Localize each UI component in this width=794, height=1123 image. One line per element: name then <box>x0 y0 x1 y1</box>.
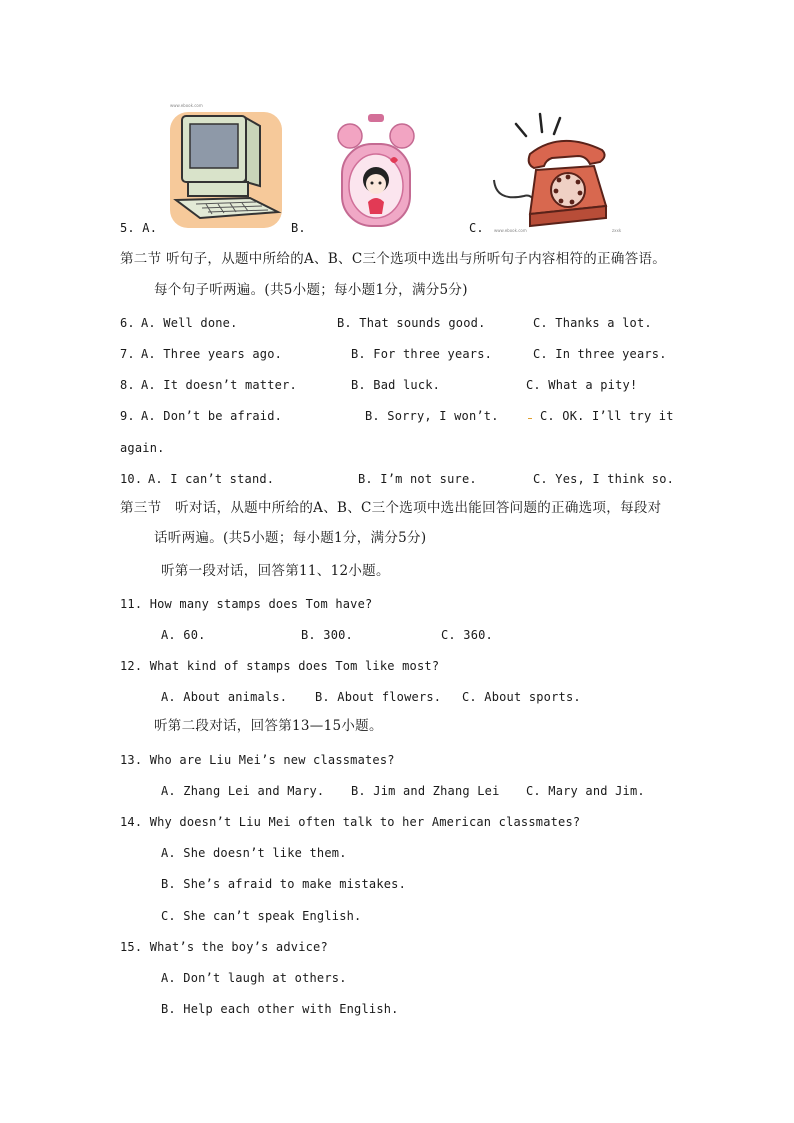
image-watermark: www.ebook.com <box>170 103 203 108</box>
image-watermark: www.ebook.com <box>494 228 527 233</box>
q10-num: 10. <box>120 472 143 486</box>
q11-option-c: C. 360. <box>441 628 493 642</box>
telephone-icon <box>490 110 614 234</box>
q9-option-a: A. Don’t be afraid. <box>141 409 283 423</box>
section3-note: 话听两遍。(共5小题；每小题1分，满分5分) <box>154 530 427 546</box>
q7-num: 7. <box>120 347 135 361</box>
q7-option-c: C. In three years. <box>533 347 667 361</box>
q6-num: 6. <box>120 316 135 330</box>
q14-option-b: B. She’s afraid to make mistakes. <box>161 877 407 891</box>
q13-option-a: A. Zhang Lei and Mary. <box>161 784 325 798</box>
image-watermark: zxxk <box>612 228 622 233</box>
q13-option-c: C. Mary and Jim. <box>526 784 645 798</box>
stray-mark <box>528 415 532 419</box>
q14-option-a: A. She doesn’t like them. <box>161 846 347 860</box>
q8-num: 8. <box>120 378 135 392</box>
dialog2-heading: 听第二段对话，回答第13—15小题。 <box>154 718 383 734</box>
q12-option-c: C. About sports. <box>462 690 581 704</box>
q13-question: 13. Who are Liu Mei’s new classmates? <box>120 753 395 767</box>
q10-option-a: A. I can’t stand. <box>148 472 275 486</box>
q5-option-b: B. <box>291 221 306 235</box>
q12-option-b: B. About flowers. <box>315 690 442 704</box>
q10-option-b: B. I’m not sure. <box>358 472 477 486</box>
section2-title: 第二节 听句子，从题中所给的A、B、C三个选项中选出与所听句子内容相符的正确答语。 <box>120 251 667 267</box>
q9-num: 9. <box>120 409 135 423</box>
q8-option-a: A. It doesn’t matter. <box>141 378 297 392</box>
q6-option-b: B. That sounds good. <box>337 316 486 330</box>
q11-question: 11. How many stamps does Tom have? <box>120 597 373 611</box>
q11-option-b: B. 300. <box>301 628 353 642</box>
q5-option-c: C. <box>469 221 484 235</box>
q15-question: 15. What’s the boy’s advice? <box>120 940 328 954</box>
dialog1-heading: 听第一段对话，回答第11、12小题。 <box>161 563 390 579</box>
q12-question: 12. What kind of stamps does Tom like most? <box>120 659 440 673</box>
q7-option-b: B. For three years. <box>351 347 493 361</box>
section3-title: 第三节 听对话，从题中所给的A、B、C三个选项中选出能回答问题的正确选项，每段对 <box>120 500 662 516</box>
q8-option-b: B. Bad luck. <box>351 378 441 392</box>
q9-option-c: C. OK. I’ll try it <box>540 409 674 423</box>
section2-note: 每个句子听两遍。(共5小题；每小题1分，满分5分) <box>154 282 468 298</box>
q15-option-b: B. Help each other with English. <box>161 1002 399 1016</box>
q15-option-a: A. Don’t laugh at others. <box>161 971 347 985</box>
q11-option-a: A. 60. <box>161 628 206 642</box>
q13-option-b: B. Jim and Zhang Lei <box>351 784 500 798</box>
q6-option-a: A. Well done. <box>141 316 238 330</box>
alarm-clock-icon <box>334 110 418 232</box>
q9-option-b: B. Sorry, I won’t. <box>365 409 499 423</box>
q6-option-c: C. Thanks a lot. <box>533 316 652 330</box>
q14-option-c: C. She can’t speak English. <box>161 909 362 923</box>
q8-option-c: C. What a pity! <box>526 378 638 392</box>
q14-question: 14. Why doesn’t Liu Mei often talk to her American classmates? <box>120 815 581 829</box>
q12-option-a: A. About animals. <box>161 690 288 704</box>
q10-option-c: C. Yes, I think so. <box>533 472 675 486</box>
computer-icon <box>166 100 286 230</box>
q7-option-a: A. Three years ago. <box>141 347 283 361</box>
q9-continuation: again. <box>120 441 165 455</box>
q5-label: 5. A. <box>120 221 158 235</box>
